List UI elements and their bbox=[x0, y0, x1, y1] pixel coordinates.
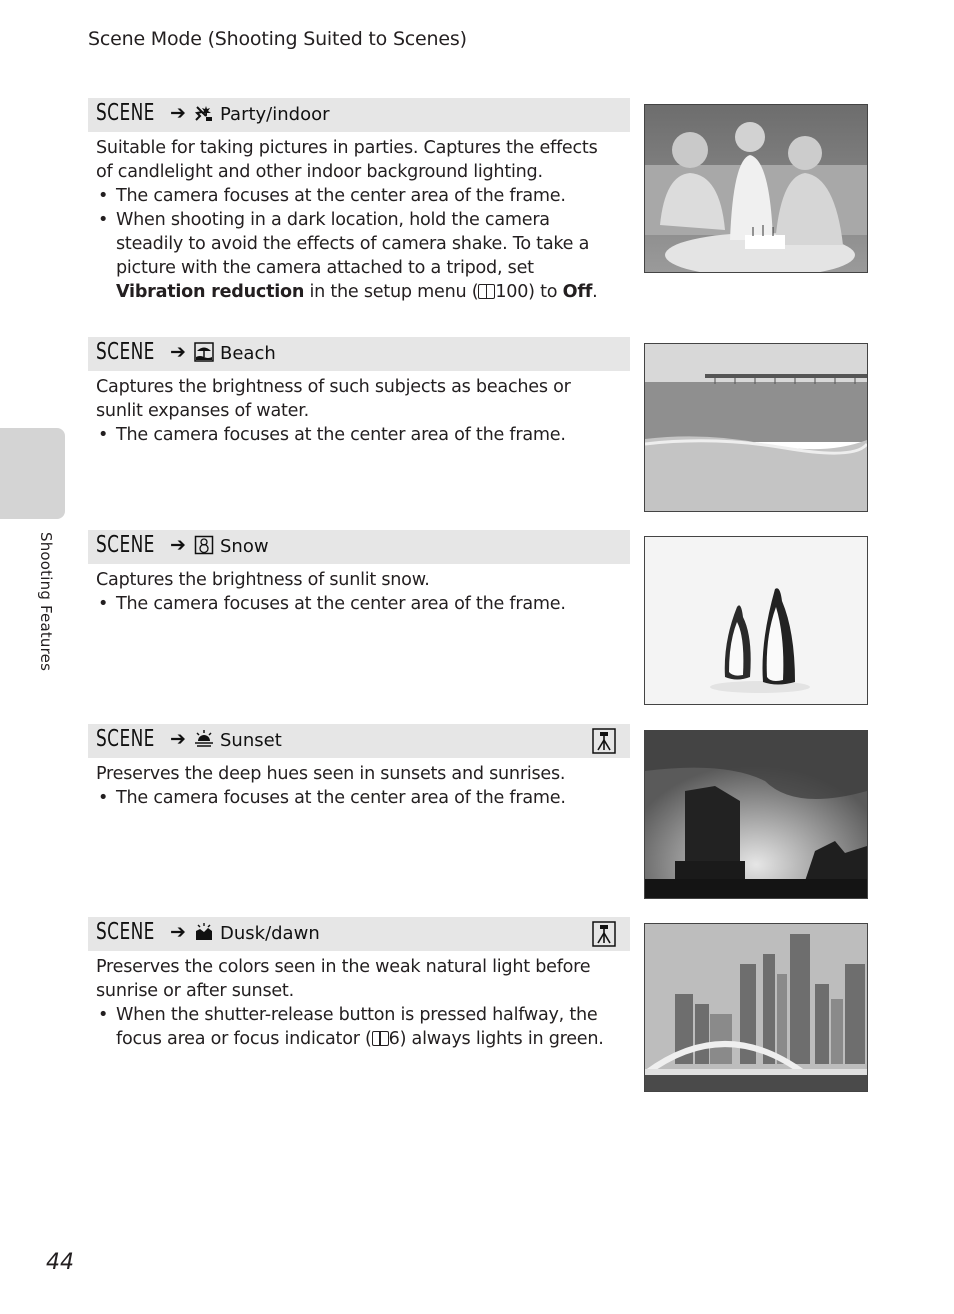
page-reference-icon bbox=[478, 284, 495, 299]
scene-label: SCENE bbox=[96, 919, 155, 945]
beach-icon bbox=[194, 342, 214, 362]
section-beach bbox=[88, 337, 868, 517]
scene-label: SCENE bbox=[96, 100, 155, 126]
section-body bbox=[96, 136, 616, 304]
section-header-bar bbox=[88, 724, 630, 758]
sunset-icon bbox=[194, 729, 214, 749]
sunset-city-photo bbox=[644, 730, 868, 899]
party-photo bbox=[644, 104, 868, 273]
running-head: Scene Mode (Shooting Suited to Scenes) bbox=[88, 28, 467, 50]
scene-label: SCENE bbox=[96, 532, 155, 558]
tripod-icon bbox=[592, 728, 616, 754]
section-header-bar bbox=[88, 337, 630, 371]
setting-value: Off bbox=[562, 282, 593, 302]
intro-text: Preserves the deep hues seen in sunsets and sunrises. bbox=[96, 764, 566, 784]
intro-text: Captures the brightness of such subjects as beaches or sunlit expanses of water. bbox=[96, 377, 571, 421]
bullet-item: • The camera focuses at the center area of the frame. bbox=[96, 592, 616, 616]
section-body bbox=[96, 568, 616, 616]
mode-name: Snow bbox=[220, 536, 269, 557]
intro-text: Captures the brightness of sunlit snow. bbox=[96, 570, 430, 590]
arrow-icon: ➔ bbox=[170, 534, 186, 556]
page-number: 44 bbox=[46, 1250, 74, 1275]
scene-label: SCENE bbox=[96, 339, 155, 365]
section-header-bar bbox=[88, 917, 630, 951]
intro-text: Suitable for taking pictures in parties. Captures the effects of candlelight and other indoor background lighting. bbox=[96, 138, 598, 182]
bullet-item: • The camera focuses at the center area of the frame. bbox=[96, 423, 616, 447]
penguins-photo bbox=[644, 536, 868, 705]
tripod-icon bbox=[592, 921, 616, 947]
bullet-item: • The camera focuses at the center area of the frame. bbox=[96, 184, 616, 208]
bullet-item: • The camera focuses at the center area of the frame. bbox=[96, 786, 616, 810]
section-tab bbox=[0, 428, 65, 519]
bullet-item: • When shooting in a dark location, hold the camera steadily to avoid the effects of camera shake. To take a picture with the camera attached to a tripod, set Vibration reduction in the setup menu ( 100) to Off. bbox=[96, 208, 616, 304]
section-body bbox=[96, 375, 616, 447]
section-header-bar bbox=[88, 98, 630, 132]
mode-name: Beach bbox=[220, 343, 276, 364]
section-body bbox=[96, 955, 616, 1051]
section-header-bar bbox=[88, 530, 630, 564]
section-snow bbox=[88, 530, 868, 710]
section-party-indoor bbox=[88, 98, 868, 308]
beach-photo bbox=[644, 343, 868, 512]
scene-label: SCENE bbox=[96, 726, 155, 752]
section-body bbox=[96, 762, 616, 810]
arrow-icon: ➔ bbox=[170, 102, 186, 124]
section-dusk-dawn bbox=[88, 917, 868, 1097]
side-chapter-label: Shooting Features bbox=[37, 532, 55, 672]
intro-text: Preserves the colors seen in the weak natural light before sunrise or after sunset. bbox=[96, 957, 591, 1001]
city-bridge-photo bbox=[644, 923, 868, 1092]
mode-name: Party/indoor bbox=[220, 104, 330, 125]
arrow-icon: ➔ bbox=[170, 921, 186, 943]
mode-name: Sunset bbox=[220, 730, 282, 751]
mode-name: Dusk/dawn bbox=[220, 923, 320, 944]
bullet-item: • When the shutter-release button is pressed halfway, the focus area or focus indicator ( 6) always lights in green. bbox=[96, 1003, 616, 1051]
snow-icon bbox=[194, 535, 214, 555]
page-reference-icon bbox=[372, 1031, 389, 1046]
setting-name: Vibration reduction bbox=[116, 282, 305, 302]
section-sunset bbox=[88, 724, 868, 904]
dusk-dawn-icon bbox=[194, 922, 214, 942]
arrow-icon: ➔ bbox=[170, 341, 186, 363]
arrow-icon: ➔ bbox=[170, 728, 186, 750]
party-indoor-icon bbox=[194, 103, 214, 123]
